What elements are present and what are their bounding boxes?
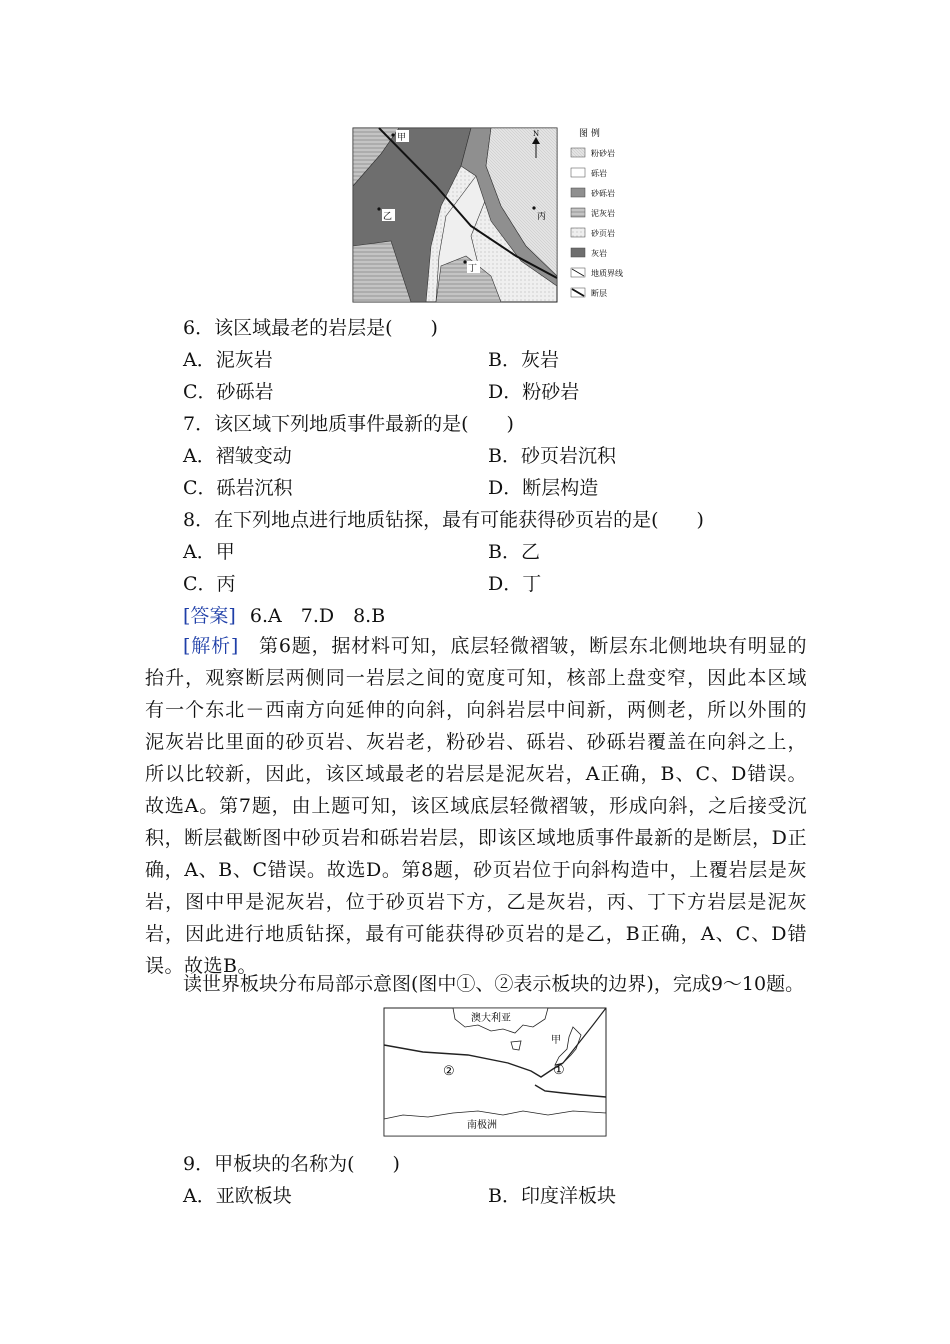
question-9-option-a: A．亚欧板块 xyxy=(183,1185,292,1207)
svg-text:灰岩: 灰岩 xyxy=(591,249,607,258)
label-antarctica: 南极洲 xyxy=(467,1120,497,1131)
plate-map-figure xyxy=(383,1007,607,1137)
svg-text:N: N xyxy=(533,130,540,138)
label-boundary-1: ① xyxy=(553,1063,565,1078)
question-8-option-c: C．丙 xyxy=(183,573,236,595)
question-6-option-b: B．灰岩 xyxy=(488,349,559,371)
answer-line xyxy=(183,604,385,628)
question-6-option-d: D．粉砂岩 xyxy=(488,381,580,403)
question-7-stem: 7．该区域下列地质事件最新的是( ) xyxy=(183,413,514,435)
svg-text:粉砂岩: 粉砂岩 xyxy=(591,149,615,158)
question-8-stem: 8．在下列地点进行地质钻探，最有可能获得砂页岩的是( ) xyxy=(183,509,704,531)
question-7-option-c: C．砾岩沉积 xyxy=(183,477,293,499)
question-9-stem: 9．甲板块的名称为( ) xyxy=(183,1153,400,1175)
svg-text:泥灰岩: 泥灰岩 xyxy=(591,209,615,218)
section-intro: 读世界板块分布局部示意图(图中①、②表示板块的边界)，完成9～10题。 xyxy=(183,973,805,995)
svg-text:图 例: 图 例 xyxy=(579,129,600,139)
question-8-option-d: D．丁 xyxy=(488,573,542,595)
svg-text:丁: 丁 xyxy=(468,264,478,274)
label-boundary-2: ② xyxy=(443,1064,455,1079)
svg-text:乙: 乙 xyxy=(383,212,393,222)
svg-text:砂砾岩: 砂砾岩 xyxy=(591,189,615,198)
svg-text:地质界线: 地质界线 xyxy=(591,269,623,278)
svg-text:甲: 甲 xyxy=(397,133,407,143)
svg-text:砂页岩: 砂页岩 xyxy=(591,229,615,238)
question-7-option-b: B．砂页岩沉积 xyxy=(488,445,616,467)
question-6-stem: 6．该区域最老的岩层是( ) xyxy=(183,317,438,339)
answer-text: 6.A 7.D 8.B xyxy=(249,605,386,627)
question-9-option-b: B．印度洋板块 xyxy=(488,1185,616,1207)
label-australia: 澳大利亚 xyxy=(471,1013,511,1024)
question-8-option-b: B．乙 xyxy=(488,541,540,563)
answer-tag: [答案] xyxy=(183,605,236,627)
question-7-option-a: A．褶皱变动 xyxy=(183,445,292,467)
label-jia: 甲 xyxy=(551,1035,561,1046)
question-8-option-a: A．甲 xyxy=(183,541,235,563)
question-6-option-a: A．泥灰岩 xyxy=(183,349,273,371)
svg-text:断层: 断层 xyxy=(591,289,607,298)
svg-text:砾岩: 砾岩 xyxy=(591,169,607,178)
svg-text:丙: 丙 xyxy=(537,212,547,222)
geological-map-figure xyxy=(351,126,641,304)
question-6-option-c: C．砂砾岩 xyxy=(183,381,274,403)
question-7-option-d: D．断层构造 xyxy=(488,477,599,499)
analysis-paragraph xyxy=(145,630,807,982)
analysis-text: 第6题，据材料可知，底层轻微褶皱，断层东北侧地块有明显的抬升，观察断层两侧同一岩层之间的宽度可知，核部上盘变窄，因此本区域有一个东北－西南方向延伸的向斜，向斜岩层中间新，两侧老，所以外围的泥灰岩比里面的砂页岩、灰岩老，粉砂岩、砾岩、砂砾岩覆盖在向斜之上，所以比较新，因此，该区域最老的岩层是泥灰岩，A正确，B、C、D错误。故选A。第7题，由上题可知，该区域底层轻微褶皱，形成向斜，之后接受沉积，断层截断图中砂页岩和砾岩岩层，即该区域地质事件最新的是断层，D正确，A、B、C错误。故选D。第8题，砂页岩位于向斜构造中，上覆岩层是灰岩，图中甲是泥灰岩，位于砂页岩下方，乙是灰岩，丙、丁下方岩层是泥灰岩，因此进行地质钻探，最有可能获得砂页岩的是乙，B正确，A、C、D错误。故选B。 xyxy=(145,635,808,977)
map-legend xyxy=(571,127,623,298)
analysis-tag: [解析] xyxy=(183,635,239,657)
